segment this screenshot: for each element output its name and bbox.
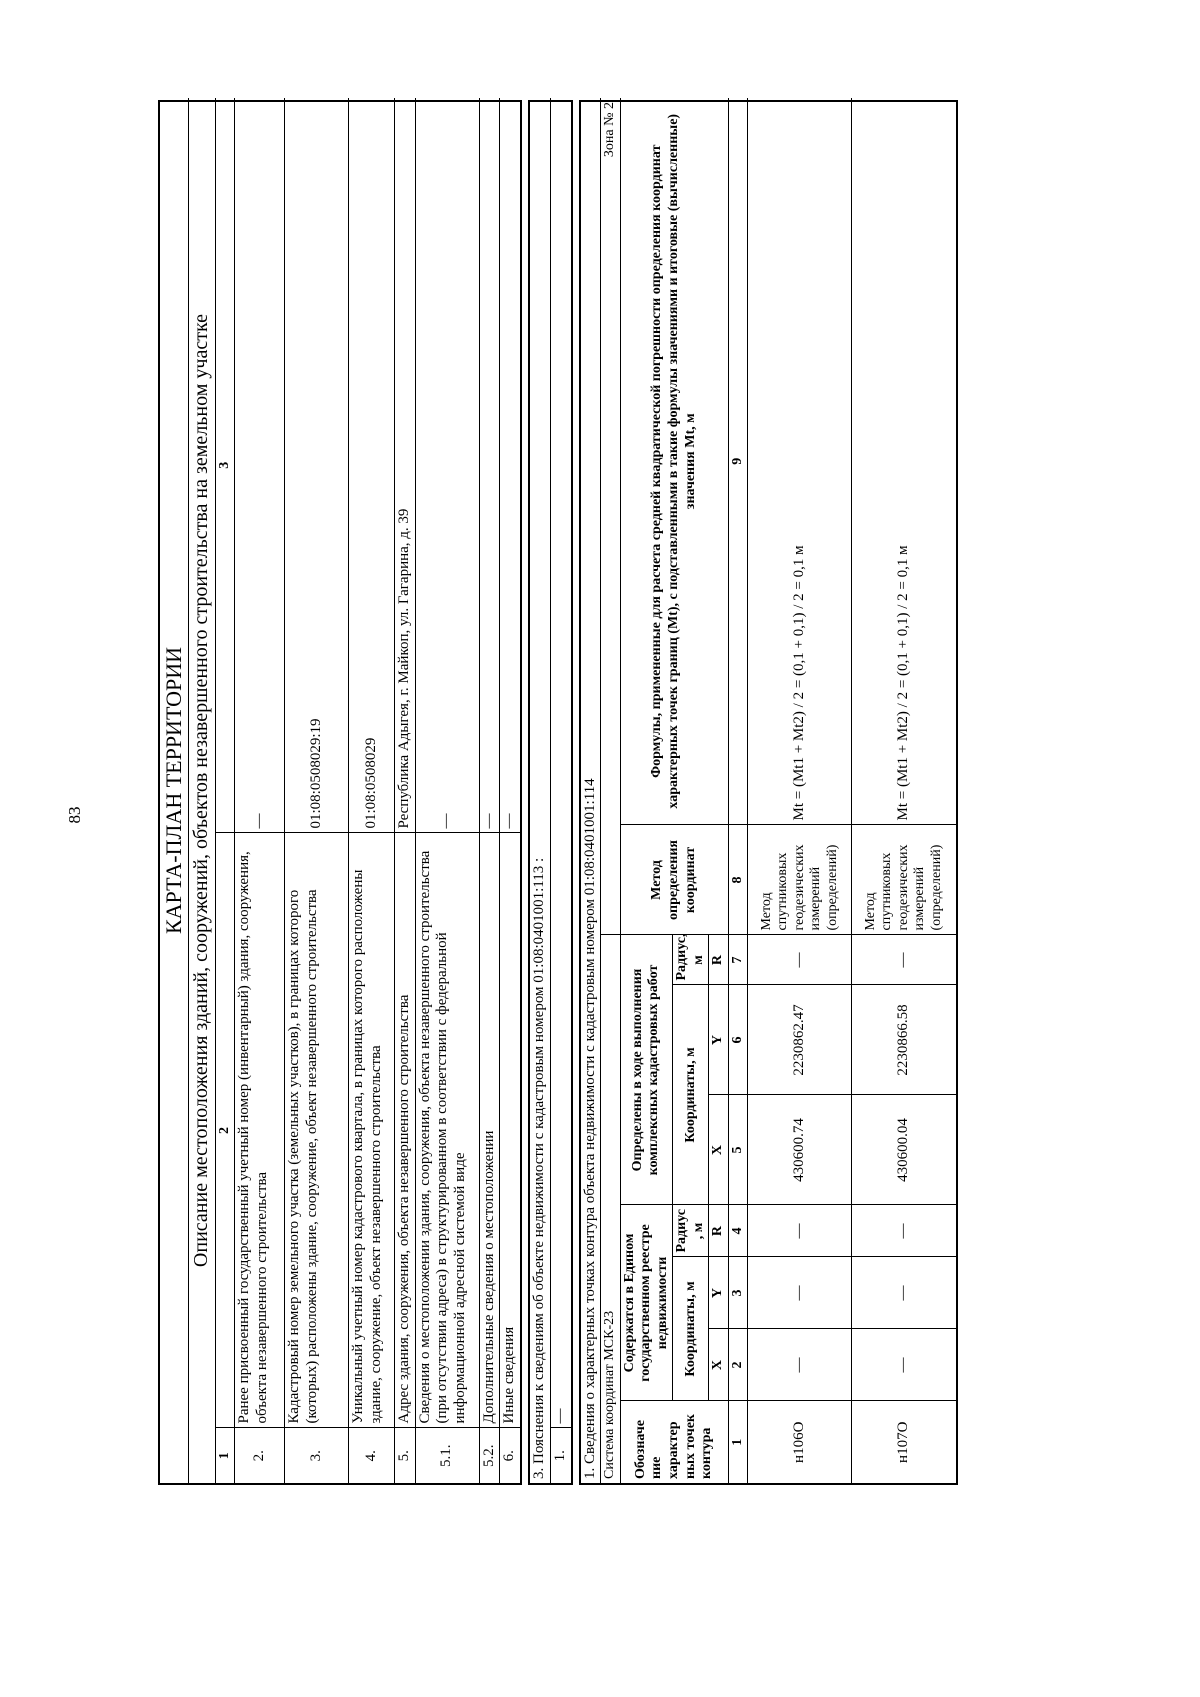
document-title: КАРТА-ПЛАН ТЕРРИТОРИИ: [160, 98, 188, 1483]
point-name: н106О: [748, 1401, 852, 1483]
table-row: [748, 98, 852, 1483]
header-radius-complex: Радиус, м: [673, 935, 709, 985]
table-row: [349, 98, 395, 1483]
description-column-numbers: [215, 98, 235, 1483]
col-number: 2: [728, 1329, 748, 1401]
row-number: 6.: [500, 1428, 520, 1483]
col-number: 4: [728, 1205, 748, 1257]
row-number: 5.2.: [479, 1428, 500, 1483]
header-y: Y: [709, 985, 729, 1095]
col-number: 1: [215, 1428, 235, 1483]
row-number: 2.: [235, 1428, 285, 1483]
table-row: [479, 98, 500, 1483]
col-number: 8: [728, 825, 748, 935]
table-row: [285, 98, 349, 1483]
description-rows: [235, 98, 521, 1483]
col-number: 3: [728, 1257, 748, 1329]
coord-system: Система координат МСК-23: [601, 935, 621, 1483]
header-complex: Определены в ходе выполнения комплексных кадастровых работ: [620, 935, 673, 1205]
row-text: Уникальный учетный номер кадастрового квартала, в границах которого расположены здание, сооружение, объект незавершенного строительства: [349, 833, 395, 1428]
row-text: Сведения о местоположении здания, сооружения, объекта незавершенного строительства (при отсутствии адреса) в структурированном в соответствии с федеральной информационной адресной системой виде: [415, 833, 479, 1428]
col-number: 6: [728, 985, 748, 1095]
header-r: R: [709, 1205, 729, 1257]
table-row: [550, 98, 570, 1483]
formula: Mt = (Mt1 + Mt2) / 2 = (0,1 + 0,1) / 2 = 0,1 м: [852, 98, 956, 825]
table-row: [415, 98, 479, 1483]
method: Метод спутниковых геодезических измерений (определений): [852, 825, 956, 935]
y-egrn: —: [748, 1257, 852, 1329]
row-number: 1.: [550, 1428, 570, 1483]
y-complex: 2230866.58: [852, 985, 956, 1095]
header-radius-egrn: Радиус , м: [673, 1205, 709, 1257]
points-block: [579, 100, 958, 1485]
row-number: 5.: [395, 1428, 416, 1483]
formula: Mt = (Mt1 + Mt2) / 2 = (0,1 + 0,1) / 2 = 0,1 м: [748, 98, 852, 825]
r-complex: —: [748, 935, 852, 985]
r-egrn: —: [852, 1205, 956, 1257]
points-title: 1. Сведения о характерных точках контура объекта недвижимости с кадастровым номером 01:08:0401001:114: [581, 98, 601, 1483]
method: Метод спутниковых геодезических измерений (определений): [748, 825, 852, 935]
col-number: 5: [728, 1095, 748, 1205]
row-number: 4.: [349, 1428, 395, 1483]
row-value: —: [500, 98, 520, 833]
section-description-title: Описание местоположения зданий, сооружений, объектов незавершенного строительства на земельном участке: [188, 98, 215, 1483]
header-egrn: Содержатся в Едином государственном реестре недвижимости: [620, 1205, 673, 1401]
explanations-block: [528, 100, 572, 1485]
page-number: 83: [65, 806, 84, 824]
row-value: 01:08:0508029: [349, 98, 395, 833]
row-number: 5.1.: [415, 1428, 479, 1483]
x-complex: 430600.04: [852, 1095, 956, 1205]
x-complex: 430600.74: [748, 1095, 852, 1205]
header-coords-egrn: Координаты, м: [673, 1257, 709, 1401]
header-formula: Формулы, примененные для расчета средней квадратической погрешности определения координат характерных точек границ (Mt), с подставленными в такие формулы значениями и итоговые (вычисленные) значения Mt, м: [620, 98, 728, 825]
r-egrn: —: [748, 1205, 852, 1257]
col-number: 1: [728, 1401, 748, 1483]
header-r: R: [709, 935, 729, 985]
col-number: 2: [215, 833, 235, 1428]
table-row: [235, 98, 285, 1483]
row-value: —: [235, 98, 285, 833]
row-value: —: [479, 98, 500, 833]
col-number: 9: [728, 98, 748, 825]
y-egrn: —: [852, 1257, 956, 1329]
header-designation: Обозначе ние характер ных точек контура: [620, 1401, 728, 1483]
explanations-title: 3. Пояснения к сведениям об объекте недвижимости с кадастровым номером 01:08:0401001:113 :: [530, 98, 550, 1483]
x-egrn: —: [748, 1329, 852, 1401]
header-x: X: [709, 1095, 729, 1205]
row-value: Республика Адыгея, г. Майкоп, ул. Гагарина, д. 39: [395, 98, 416, 833]
header-method: Метод определения координат: [620, 825, 728, 935]
header-coords-complex: Координаты, м: [673, 985, 709, 1205]
row-value: —: [415, 98, 479, 833]
col-number: 7: [728, 935, 748, 985]
row-value: 01:08:0508029:19: [285, 98, 349, 833]
col-number: 3: [215, 98, 235, 833]
header-x: X: [709, 1329, 729, 1401]
row-text: Ранее присвоенный государственный учетный номер (инвентарный) здания, сооружения, объекта незавершенного строительства: [235, 833, 285, 1428]
header-y: Y: [709, 1257, 729, 1329]
row-number: 3.: [285, 1428, 349, 1483]
row-text: Адрес здания, сооружения, объекта незавершенного строительства: [395, 833, 416, 1428]
description-block: [158, 100, 522, 1485]
zone: Зона № 2: [601, 98, 621, 935]
rotated-sheet: [158, 100, 1020, 1485]
row-value: —: [550, 98, 570, 1428]
row-text: Иные сведения: [500, 833, 520, 1428]
table-row: [500, 98, 520, 1483]
y-complex: 2230862.47: [748, 985, 852, 1095]
r-complex: —: [852, 935, 956, 985]
x-egrn: —: [852, 1329, 956, 1401]
table-row: [852, 98, 956, 1483]
row-text: Дополнительные сведения о местоположении: [479, 833, 500, 1428]
table-row: [395, 98, 416, 1483]
point-name: н107О: [852, 1401, 956, 1483]
points-column-numbers: [728, 98, 748, 1483]
row-text: Кадастровый номер земельного участка (земельных участков), в границах которого (которых) расположены здание, сооружение, объект незавершенного строительства: [285, 833, 349, 1428]
